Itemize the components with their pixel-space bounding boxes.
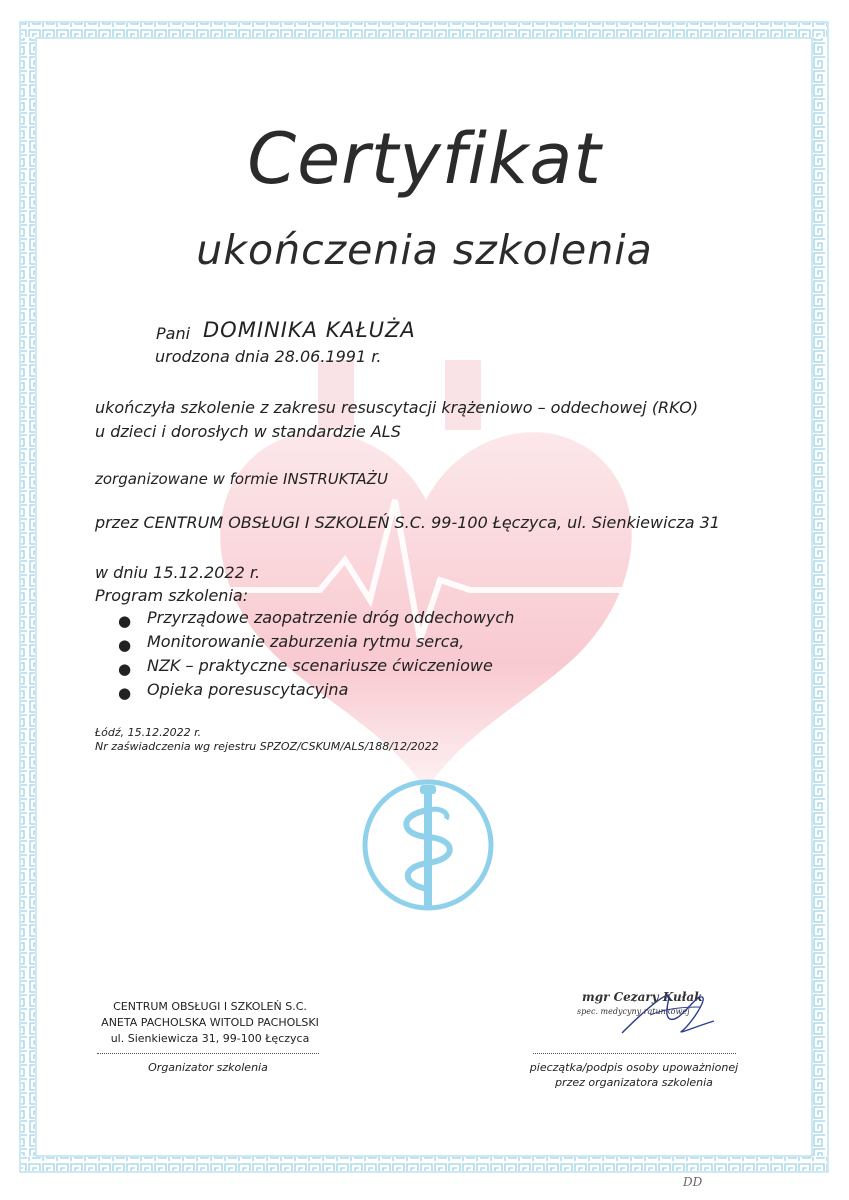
course-description-line-2: u dzieci i dorosłych w standardzie ALS (95, 422, 401, 441)
course-description-line-1: ukończyła szkolenie z zakresu resuscytacji krążeniowo – oddechowej (RKO) (95, 398, 699, 417)
bullet-icon: ● (118, 612, 132, 630)
salutation: Pani (156, 324, 191, 343)
list-item: NZK – praktyczne scenariusze ćwiczeniowe (147, 656, 493, 675)
stamp-line-3: ul. Sienkiewicza 31, 99-100 Łęczyca (110, 1032, 310, 1045)
birth-date-line: urodzona dnia 28.06.1991 r. (155, 347, 382, 366)
program-heading: Program szkolenia: (95, 586, 249, 605)
certificate-subtitle: ukończenia szkolenia (196, 226, 653, 274)
bullet-icon: ● (118, 636, 132, 654)
stamp-line-2: ANETA PACHOLSKA WITOLD PACHOLSKI (101, 1016, 319, 1029)
signature-stamp-line-2: spec. medycyny ratunkowej (577, 1007, 690, 1016)
handwritten-signature (610, 985, 720, 1045)
list-item: Opieka poresuscytacyjna (147, 680, 349, 699)
recipient-name: DOMINIKA KAŁUŻA (203, 318, 416, 342)
signature-caption-line-2: przez organizatora szkolenia (555, 1076, 713, 1089)
signature-stamp-line-1: mgr Cezary Kułak (582, 990, 703, 1004)
bullet-icon: ● (118, 684, 132, 702)
page-initials: DD (683, 1175, 703, 1189)
stamp-line-1: CENTRUM OBSŁUGI I SZKOLEŃ S.C. (113, 1000, 307, 1013)
asclepius-emblem (358, 775, 498, 915)
signature-caption-line-1: pieczątka/podpis osoby upoważnionej (529, 1061, 739, 1074)
list-item: Monitorowanie zaburzenia rytmu serca, (147, 632, 465, 651)
bullet-icon: ● (118, 660, 132, 678)
list-item: Przyrządowe zaopatrzenie dróg oddechowych (147, 608, 515, 627)
authorized-signature-line (533, 1053, 736, 1054)
training-form: zorganizowane w formie INSTRUKTAŻU (95, 470, 388, 488)
place-date: Łódź, 15.12.2022 r. (95, 726, 202, 739)
registry-number: Nr zaświadczenia wg rejestru SPZOZ/CSKUM/ALS/188/12/2022 (95, 740, 439, 753)
training-date: w dniu 15.12.2022 r. (95, 563, 261, 582)
certificate-title: Certyfikat (247, 118, 602, 200)
organizer-signature-line (97, 1053, 319, 1054)
organizer-line: przez CENTRUM OBSŁUGI I SZKOLEŃ S.C. 99-100 Łęczyca, ul. Sienkiewicza 31 (95, 513, 720, 532)
organizer-caption: Organizator szkolenia (148, 1061, 268, 1074)
